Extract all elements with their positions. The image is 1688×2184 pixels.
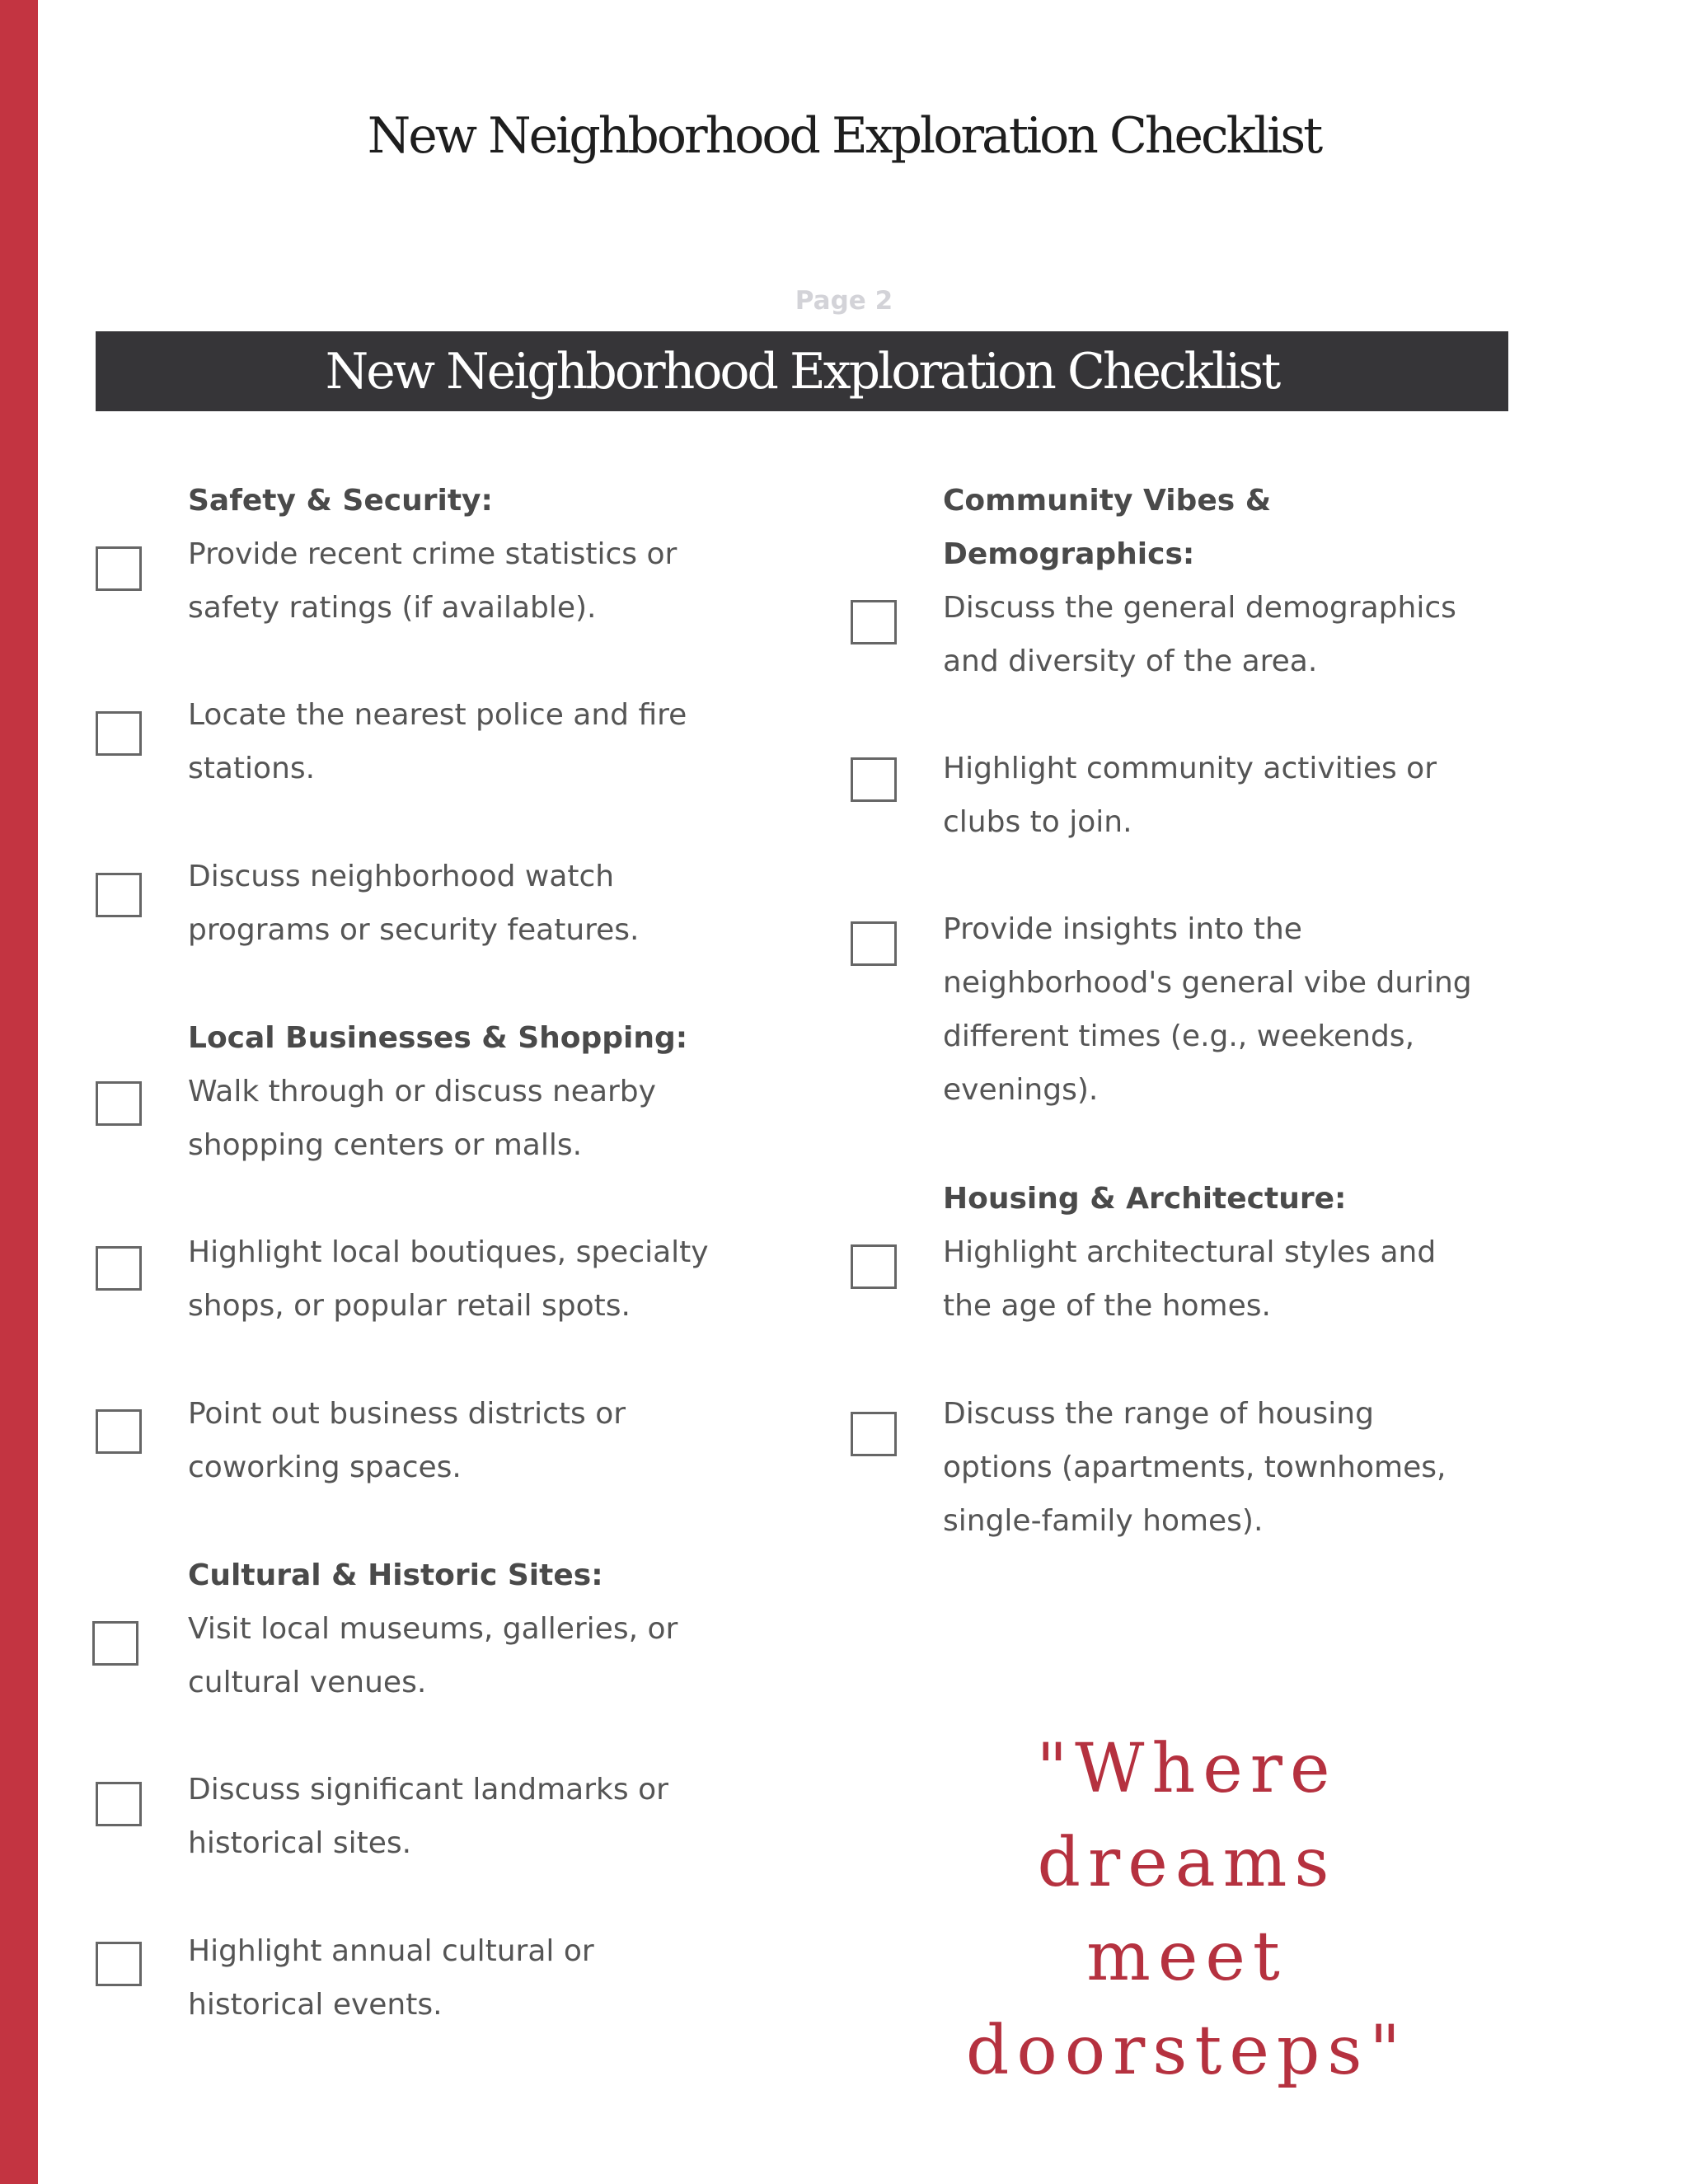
checkbox-business-2[interactable] bbox=[96, 1246, 142, 1291]
checklist-item-business-1: Walk through or discuss nearby shopping centers or malls. bbox=[188, 1075, 656, 1162]
checkbox-safety-1[interactable] bbox=[96, 546, 142, 591]
section-heading-culture: Cultural & Historic Sites: bbox=[188, 1558, 603, 1592]
checklist-item-culture-2: Discuss significant landmarks or historical sites. bbox=[188, 1773, 668, 1860]
checkbox-safety-2[interactable] bbox=[96, 711, 142, 756]
checkbox-culture-2[interactable] bbox=[96, 1782, 142, 1826]
section-banner bbox=[96, 331, 1508, 411]
checkbox-housing-1[interactable] bbox=[851, 1244, 897, 1289]
checklist-item-community-2: Highlight community activities or clubs to join. bbox=[943, 752, 1437, 839]
section-heading-housing: Housing & Architecture: bbox=[943, 1182, 1347, 1216]
checklist-item-safety-3: Discuss neighborhood watch programs or security features. bbox=[188, 860, 640, 947]
checklist-item-housing-1: Highlight architectural styles and the age of the homes. bbox=[943, 1235, 1437, 1323]
checklist-item-culture-3: Highlight annual cultural or historical events. bbox=[188, 1934, 594, 2022]
checkbox-culture-3[interactable] bbox=[96, 1942, 142, 1986]
checklist-item-safety-2: Locate the nearest police and fire stations. bbox=[188, 698, 687, 785]
banner-title: New Neighborhood Exploration Checklist bbox=[325, 342, 1279, 401]
checkbox-business-3[interactable] bbox=[96, 1409, 142, 1454]
checkbox-community-1[interactable] bbox=[851, 600, 897, 644]
checkbox-housing-2[interactable] bbox=[851, 1412, 897, 1456]
checklist-item-community-1: Discuss the general demographics and diversity of the area. bbox=[943, 591, 1456, 678]
checklist-item-business-2: Highlight local boutiques, specialty shops, or popular retail spots. bbox=[188, 1235, 709, 1323]
accent-bar bbox=[0, 0, 38, 2184]
checklist-item-business-3: Point out business districts or coworking spaces. bbox=[188, 1397, 626, 1484]
page-title: New Neighborhood Exploration Checklist bbox=[367, 107, 1321, 165]
page-number-label: Page 2 bbox=[795, 286, 893, 316]
tagline-quote: "Where dreams meet doorsteps" bbox=[965, 1730, 1409, 2090]
checkbox-safety-3[interactable] bbox=[96, 873, 142, 917]
checkbox-culture-1[interactable] bbox=[92, 1621, 138, 1666]
checkbox-business-1[interactable] bbox=[96, 1081, 142, 1126]
section-heading-business: Local Businesses & Shopping: bbox=[188, 1021, 688, 1055]
checkbox-community-2[interactable] bbox=[851, 757, 897, 802]
checkbox-community-3[interactable] bbox=[851, 921, 897, 966]
checklist-item-community-3: Provide insights into the neighborhood's general vibe during different times (e.g., weekends, evenings). bbox=[943, 912, 1472, 1107]
checklist-item-housing-2: Discuss the range of housing options (apartments, townhomes, single-family homes). bbox=[943, 1397, 1447, 1538]
checklist-item-safety-1: Provide recent crime statistics or safety ratings (if available). bbox=[188, 537, 678, 625]
section-heading-community: Community Vibes & Demographics: bbox=[943, 484, 1272, 571]
section-heading-safety: Safety & Security: bbox=[188, 484, 493, 518]
checklist-item-culture-1: Visit local museums, galleries, or cultural venues. bbox=[188, 1612, 678, 1699]
